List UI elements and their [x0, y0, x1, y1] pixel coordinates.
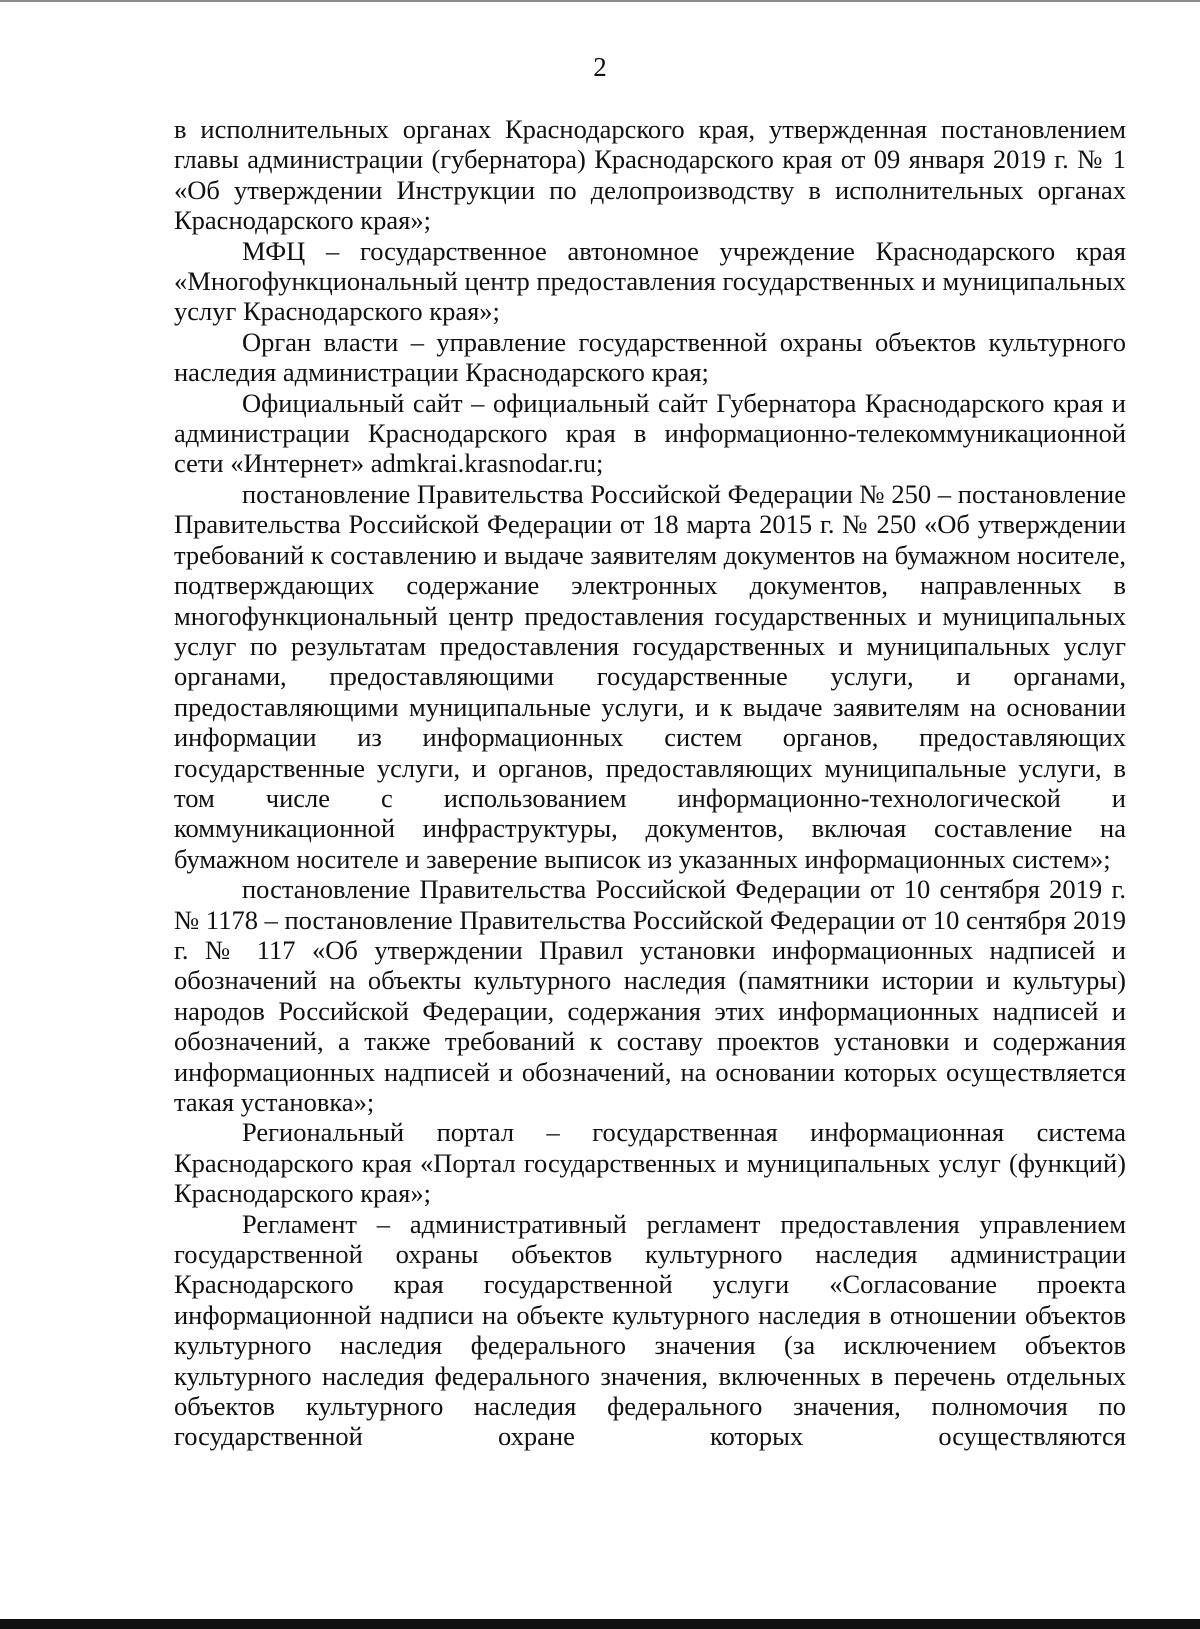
scan-bottom-edge — [0, 1619, 1200, 1629]
paragraph-official-site-definition: Официальный сайт – официальный сайт Губернатора Краснодарского края и администрации Краснодарского края в информационно-телекоммуникационной сети «Интернет» admkrai.krasnodar.ru; — [174, 387, 1126, 479]
paragraph-authority-definition: Орган власти – управление государственной охраны объектов культурного наследия администрации Краснодарского края; — [174, 326, 1126, 388]
document-body — [174, 114, 1126, 1452]
paragraph-mfc-definition: МФЦ – государственное автономное учреждение Краснодарского края «Многофункциональный центр предоставления государственных и муниципальных услуг Краснодарского края»; — [174, 235, 1126, 327]
paragraph-regulation-definition: Регламент – административный регламент предоставления управлением государственной охраны объектов культурного наследия администрации Краснодарского края государственной услуги «Согласование проекта информационной надписи на объекте культурного наследия в отношении объектов культурного наследия федерального значения (за исключением объектов культурного наследия федерального значения, включенных в перечень отдельных объектов культурного наследия федерального значения, полномочия по государственной охране которых осуществляются — [174, 1208, 1126, 1452]
paragraph-decree-250-definition: постановление Правительства Российской Федерации № 250 – постановление Правительства Российской Федерации от 18 марта 2015 г. № 250 «Об утверждении требований к составлению и выдаче заявителям документов на бумажном носителе, подтверждающих содержание электронных документов, направленных в многофункциональный центр предоставления государственных и муниципальных услуг по результатам предоставления государственных и муниципальных услуг органами, предоставляющими государственные услуги, и органами, предоставляющими муниципальные услуги, и к выдаче заявителям на основании информации из информационных систем органов, предоставляющих государственные услуги, и органов, предоставляющих муниципальные услуги, в том числе с использованием информационно-технологической и коммуникационной инфраструктуры, документов, включая составление на бумажном носителе и заверение выписок из указанных информационных систем»; — [174, 478, 1126, 874]
paragraph-decree-1178-definition: постановление Правительства Российской Федерации от 10 сентября 2019 г. № 1178 – постановление Правительства Российской Федерации от 10 сентября 2019 г. № 117 «Об утверждении Правил установки информационных надписей и обозначений на объекты культурного наследия (памятники истории и культуры) народов Российской Федерации, содержания этих информационных надписей и обозначений, а также требований к составу проектов установки и содержания информационных надписей и обозначений, на основании которых осуществляется такая установка»; — [174, 874, 1126, 1117]
paragraph-regional-portal-definition: Региональный портал – государственная информационная система Краснодарского края «Портал государственных и муниципальных услуг (функций) Краснодарского края»; — [174, 1117, 1126, 1209]
scan-top-edge — [0, 0, 1200, 8]
page-number: 2 — [593, 52, 607, 82]
paragraph-continuation: в исполнительных органах Краснодарского края, утвержденная постановлением главы администрации (губернатора) Краснодарского края от 09 января 2019 г. № 1 «Об утверждении Инструкции по делопроизводству в исполнительных органах Краснодарского края»; — [174, 114, 1126, 236]
